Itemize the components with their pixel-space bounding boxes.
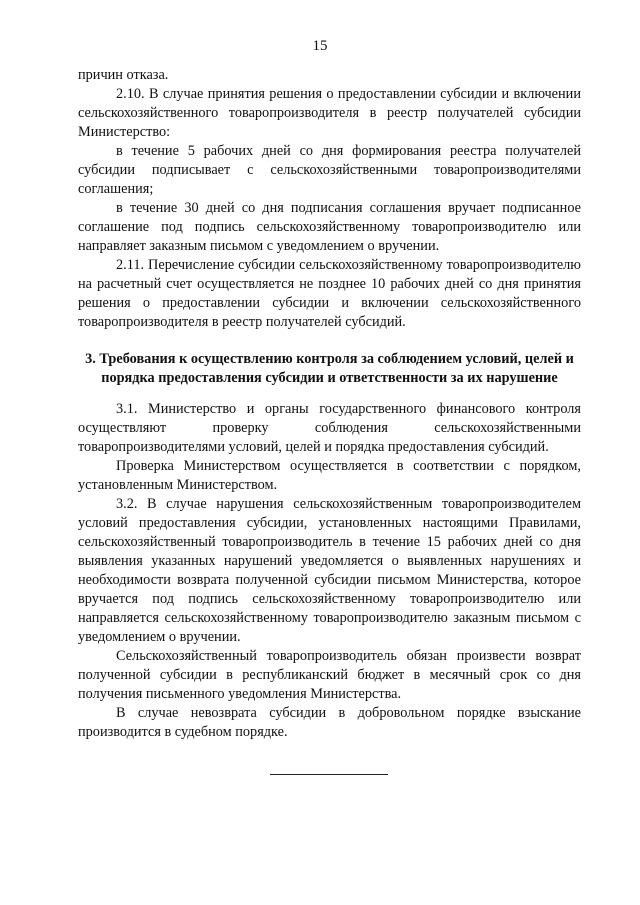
paragraph-2-10-item-1: в течение 5 рабочих дней со дня формирования реестра получателей субсидии подписывает с сельскохозяйственными товаропроизводителями соглашения; <box>78 143 581 197</box>
paragraph-3-2-court: В случае невозврата субсидии в добровольном порядке взыскание производится в судебном порядке. <box>78 705 581 740</box>
section-heading: 3. Требования к осуществлению контроля за соблюдением условий, целей и порядка предоставления субсидии и ответственности за их нарушение <box>85 351 574 386</box>
paragraph-2-11: 2.11. Перечисление субсидии сельскохозяйственному товаропроизводителю на расчетный счет осуществляется не позднее 10 рабочих дней со дня принятия решения о предоставлении субсидии и включении сельскохозяйственного товаропроизводителя в реестр получателей субсидий. <box>78 257 581 330</box>
paragraph-continuation: причин отказа. <box>78 67 169 83</box>
document-body <box>78 66 581 742</box>
page-number: 15 <box>312 38 328 54</box>
paragraph-3-2: 3.2. В случае нарушения сельскохозяйственным товаропроизводителем условий предоставления субсидии, установленных настоящими Правилами, сельскохозяйственный товаропроизводитель в течение 15 рабочих дней со дня выявления указанных нарушений уведомляется о выявленных нарушениях и необходимости возврата полученной субсидии письмом Министерства, которое вручается под подпись сельскохозяйственному товаропроизводителю или направляется сельскохозяйственному товаропроизводителю заказным письмом с уведомлением о вручении. <box>78 496 581 645</box>
paragraph-2-10: 2.10. В случае принятия решения о предоставлении субсидии и включении сельскохозяйственного товаропроизводителя в реестр получателей субсидии Министерство: <box>78 86 581 140</box>
end-divider <box>270 774 388 775</box>
paragraph-3-1: 3.1. Министерство и органы государственного финансового контроля осуществляют проверку соблюдения сельскохозяйственными товаропроизводителями условий, целей и порядка предоставления субсидий. <box>78 401 581 455</box>
paragraph-3-2-return: Сельскохозяйственный товаропроизводитель обязан произвести возврат полученной субсидии в республиканский бюджет в месячный срок со дня получения письменного уведомления Министерства. <box>78 648 581 702</box>
paragraph-2-10-item-2: в течение 30 дней со дня подписания соглашения вручает подписанное соглашение под подпись сельскохозяйственному товаропроизводителю или направляет заказным письмом с уведомлением о вручении. <box>78 200 581 254</box>
paragraph-3-1-check: Проверка Министерством осуществляется в соответствии с порядком, установленным Министерством. <box>78 458 581 493</box>
